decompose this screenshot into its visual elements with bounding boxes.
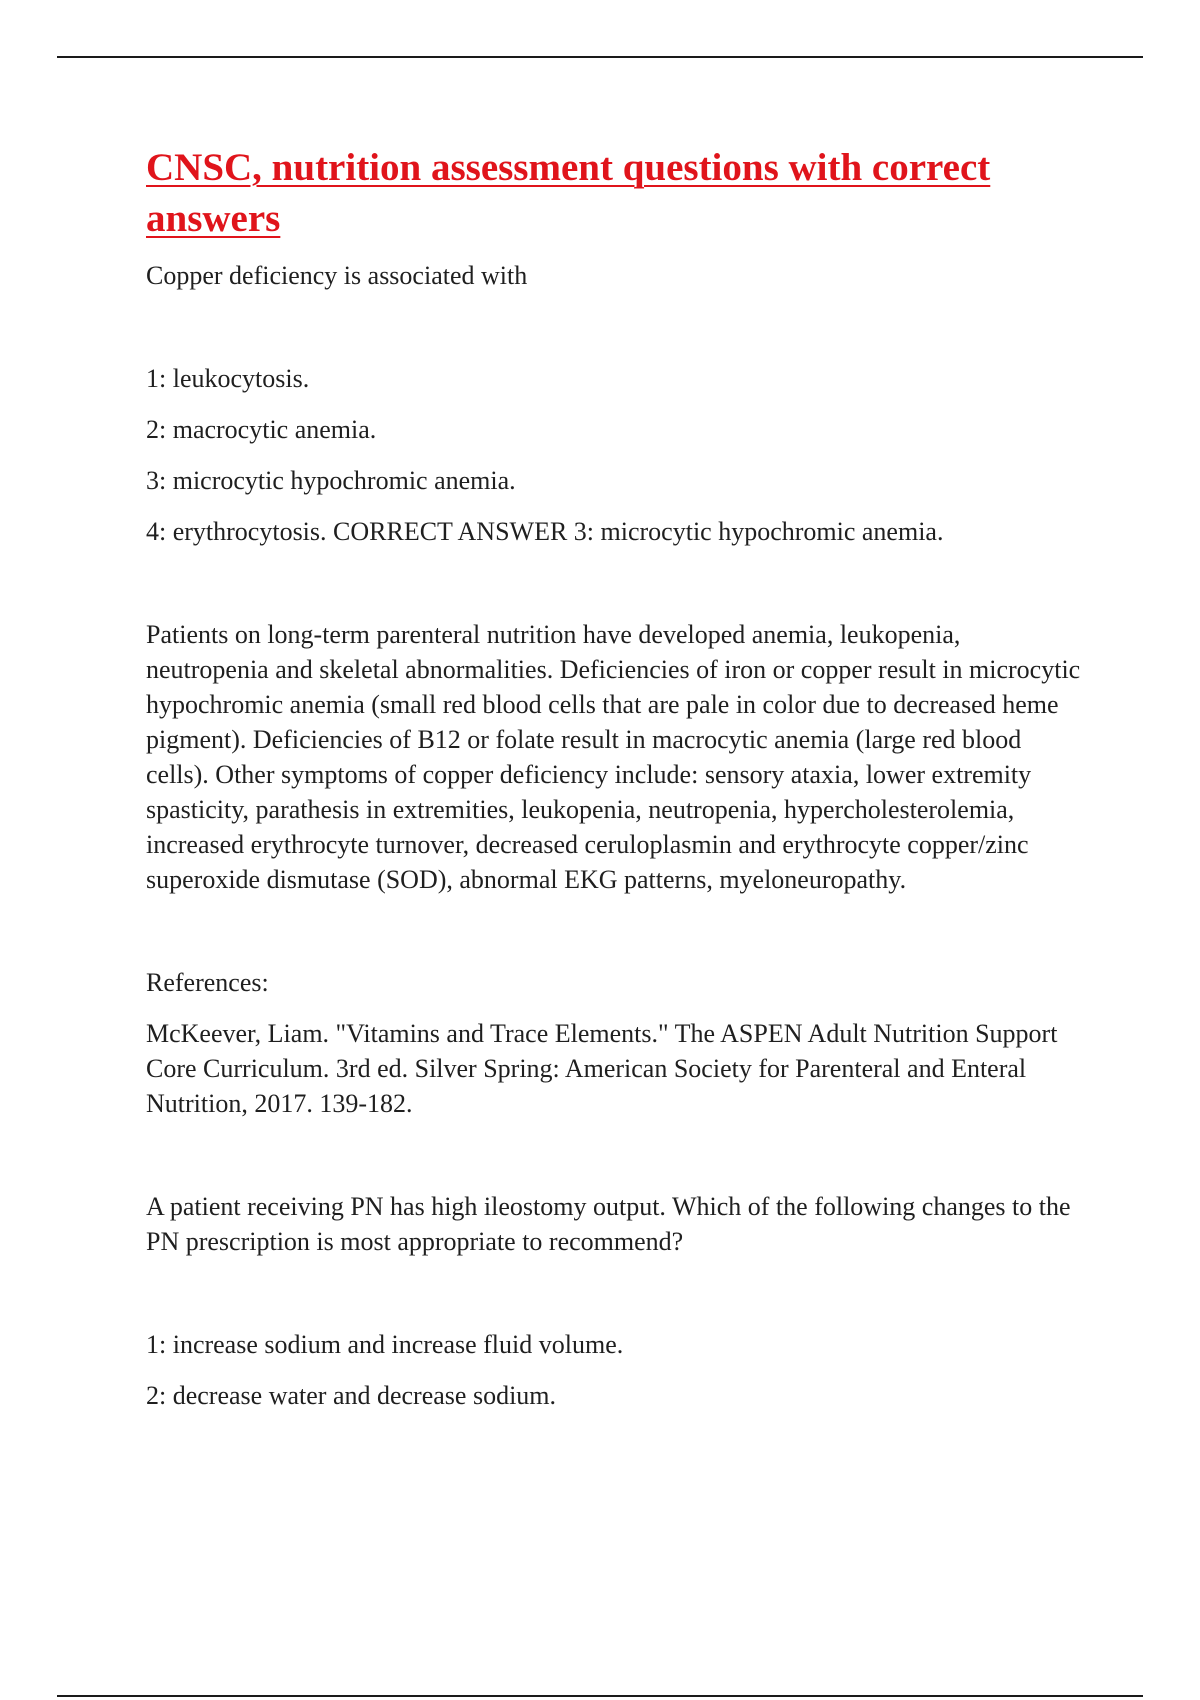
- references-label: References:: [146, 968, 269, 997]
- question-2-option-2: 2: decrease water and decrease sodium.: [146, 1381, 557, 1410]
- question-1-option-3: 3: microcytic hypochromic anemia.: [146, 466, 516, 495]
- top-divider: [57, 56, 1143, 58]
- spacer: [146, 897, 1086, 965]
- question-2-option-1: 1: increase sodium and increase fluid volume.: [146, 1330, 624, 1359]
- spacer: [146, 549, 1086, 617]
- question-1-stem: Copper deficiency is associated with: [146, 261, 528, 290]
- document-title: CNSC, nutrition assessment questions with correct answers: [146, 146, 991, 240]
- spacer: [146, 1259, 1086, 1327]
- document-body: [146, 142, 1086, 1413]
- spacer: [146, 498, 1086, 514]
- question-1-explanation: Patients on long-term parenteral nutrition have developed anemia, leukopenia, neutropenia and skeletal abnormalities. Deficiencies of iron or copper result in microcytic hypochromic anemia (small red blood cells that are pale in color due to decreased heme pigment). Deficiencies of B12 or folate result in macrocytic anemia (large red blood cells). Other symptoms of copper deficiency include: sensory ataxia, lower extremity spasticity, parathesis in extremities, leukopenia, neutropenia, hypercholesterolemia, increased erythrocyte turnover, decreased ceruloplasmin and erythrocyte copper/zinc superoxide dismutase (SOD), abnormal EKG patterns, myeloneuropathy.: [146, 620, 1081, 894]
- spacer: [146, 1362, 1086, 1378]
- question-1-option-4-with-answer: 4: erythrocytosis. CORRECT ANSWER 3: microcytic hypochromic anemia.: [146, 517, 944, 546]
- question-1-option-1: 1: leukocytosis.: [146, 364, 310, 393]
- bottom-divider: [57, 1695, 1143, 1697]
- question-2-stem: A patient receiving PN has high ileostomy output. Which of the following changes to the PN prescription is most appropriate to recommend?: [146, 1192, 1071, 1256]
- spacer: [146, 447, 1086, 463]
- reference-citation: McKeever, Liam. "Vitamins and Trace Elements." The ASPEN Adult Nutrition Support Core Curriculum. 3rd ed. Silver Spring: American Society for Parenteral and Enteral Nutrition, 2017. 139-182.: [146, 1019, 1058, 1118]
- spacer: [146, 293, 1086, 361]
- spacer: [146, 1000, 1086, 1016]
- spacer: [146, 1121, 1086, 1189]
- spacer: [146, 396, 1086, 412]
- question-1-option-2: 2: macrocytic anemia.: [146, 415, 377, 444]
